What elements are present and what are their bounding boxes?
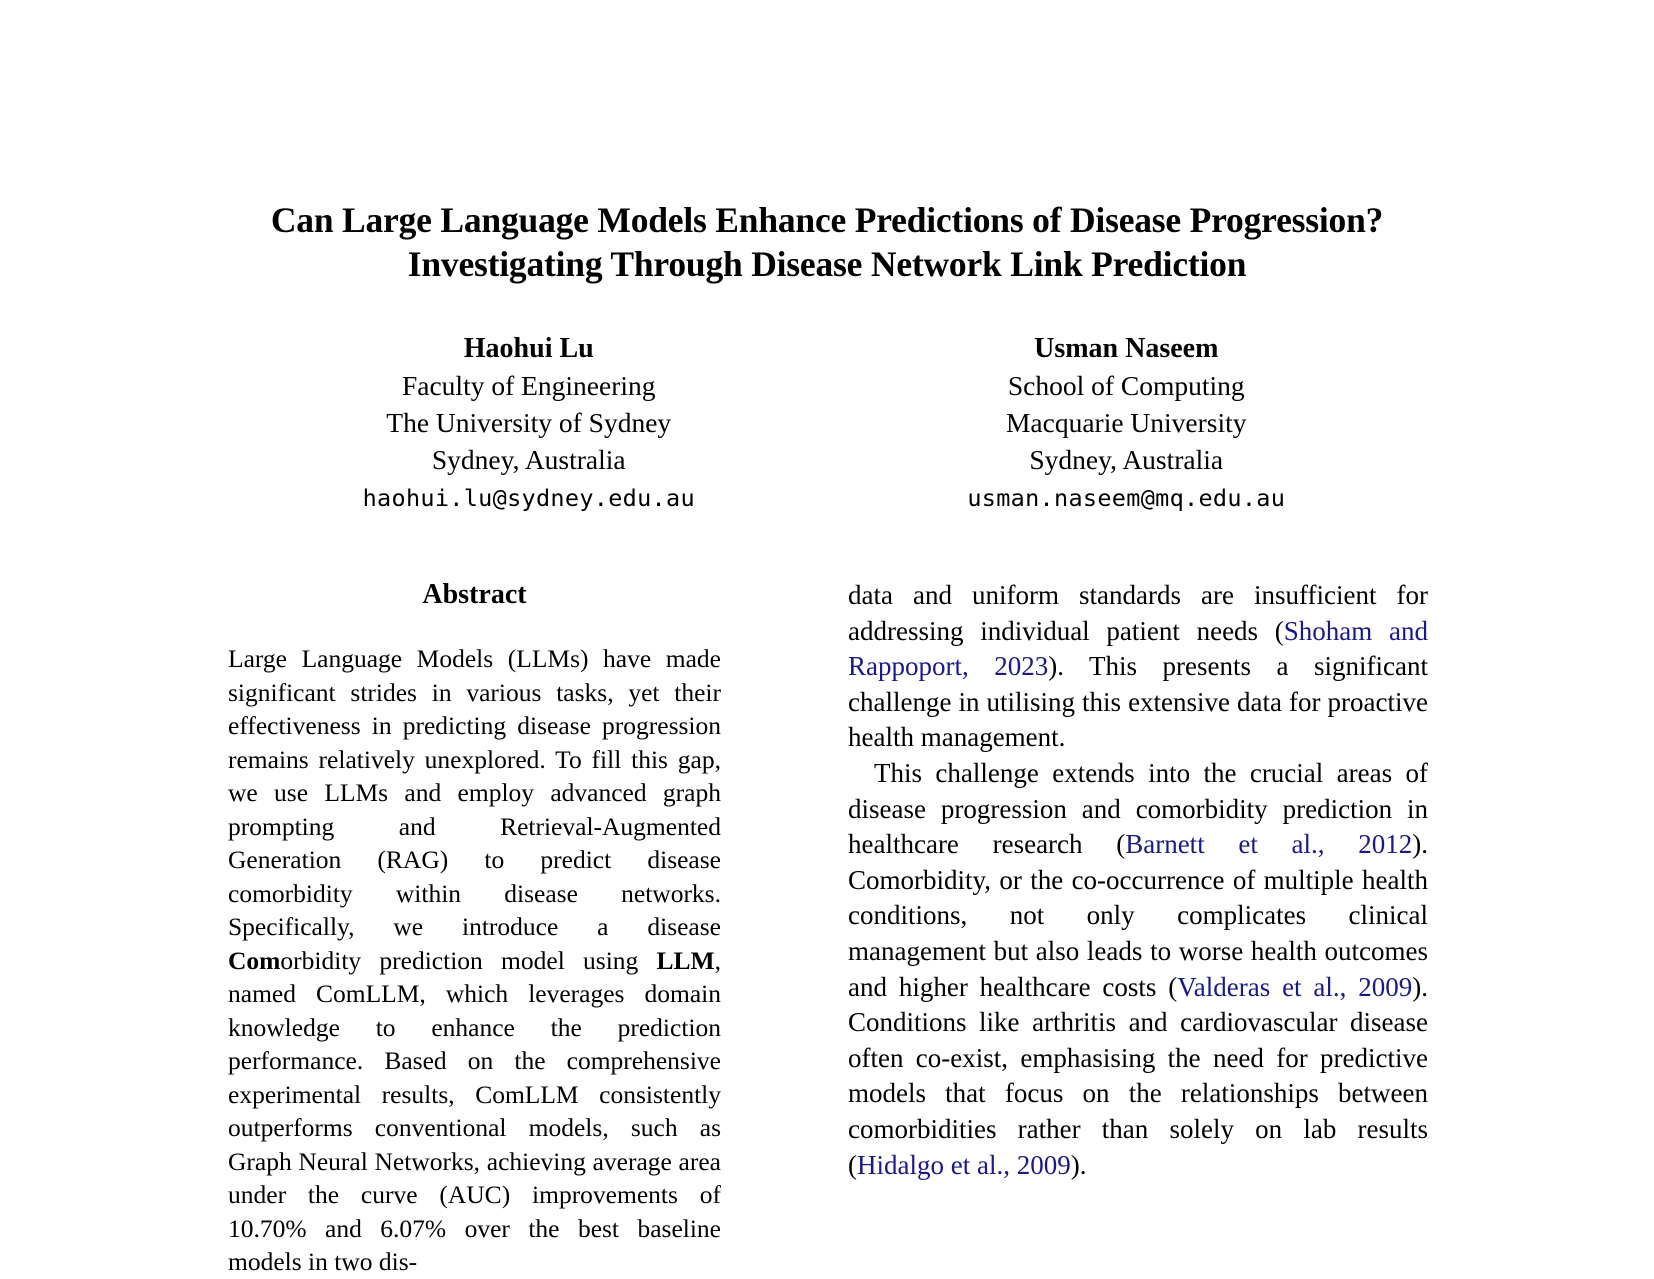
author-entry-1 [230,330,828,517]
citation-link-valderas[interactable]: Valderas et al., 2009 [1177,971,1413,1002]
paragraph-text: ). Comorbidity, or the co-occurrence of multiple health conditions, not only complicates clinical management but also leads to worse health outcomes and higher healthcare costs ( [848,829,1428,1002]
abstract-text-2: orbidity prediction model using [280,945,657,975]
title-line-2: Investigating Through Disease Network Link Prediction [407,244,1247,284]
author-name: Usman Naseem [1034,333,1219,364]
author-department: Faculty of Engineering [401,370,656,401]
abstract-text-1: Large Language Models (LLMs) have made significant strides in various tasks, yet their effectiveness in predicting disease progression remains relatively unexplored. To fill this gap, we use LLMs and employ advanced graph prompting and Retrieval-Augmented Generation (RAG) to predict disease comorbidity within disease networks. Specifically, we introduce a disease [228,644,721,941]
author-institution: The University of Sydney [386,407,672,438]
abstract-heading: Abstract [422,579,527,610]
abstract-bold-llm: LLM [656,945,715,975]
paragraph-text: ). [1070,1149,1087,1180]
author-name: Haohui Lu [463,333,594,364]
author-block [230,330,1425,517]
author-email[interactable]: haohui.lu@sydney.edu.au [362,484,695,512]
author-entry-2 [828,330,1426,517]
abstract-text-3: , named ComLLM, which leverages domain knowledge to enhance the prediction performance. Based on the comprehensive experimental results, ComLLM consistently outperforms conventional models, such as Graph Neural Networks, achieving average area under the curve (AUC) improvements of 10.70% and 6.07% over the best baseline models in two dis- [228,945,721,1276]
left-column [228,578,721,1276]
body-columns [228,578,1428,1276]
abstract-paragraph [228,642,721,1279]
paragraph-text: data and uniform standards are insufficient for addressing individual patient needs ( [848,580,1428,646]
citation-link-barnett[interactable]: Barnett et al., 2012 [1125,829,1413,860]
abstract-bold-com: Com [228,945,281,975]
author-email[interactable]: usman.naseem@mq.edu.au [967,484,1286,512]
title-line-1: Can Large Language Models Enhance Predictions of Disease Progression? [270,200,1384,240]
citation-link-hidalgo[interactable]: Hidalgo et al., 2009 [857,1149,1071,1180]
paragraph-text: ). Conditions like arthritis and cardiovascular disease often co-exist, emphasising the need for predictive models that focus on the relationships between comorbidities rather than solely on lab results ( [848,971,1428,1180]
citation-link-shoham[interactable]: Shoham and Rappoport, 2023 [848,615,1428,682]
intro-paragraph-1 [848,578,1428,756]
author-department: School of Computing [1007,370,1245,401]
right-column [848,578,1428,1243]
paragraph-text: This challenge extends into the crucial areas of disease progression and comorbidity prediction in healthcare research ( [848,757,1428,860]
intro-paragraph-2 [848,756,1428,1183]
paragraph-text: ). This presents a significant challenge in utilising this extensive data for proactive health management. [848,651,1428,753]
paper-title [0,198,1654,286]
author-location: Sydney, Australia [1029,444,1224,475]
author-location: Sydney, Australia [431,444,626,475]
author-institution: Macquarie University [1005,407,1247,438]
